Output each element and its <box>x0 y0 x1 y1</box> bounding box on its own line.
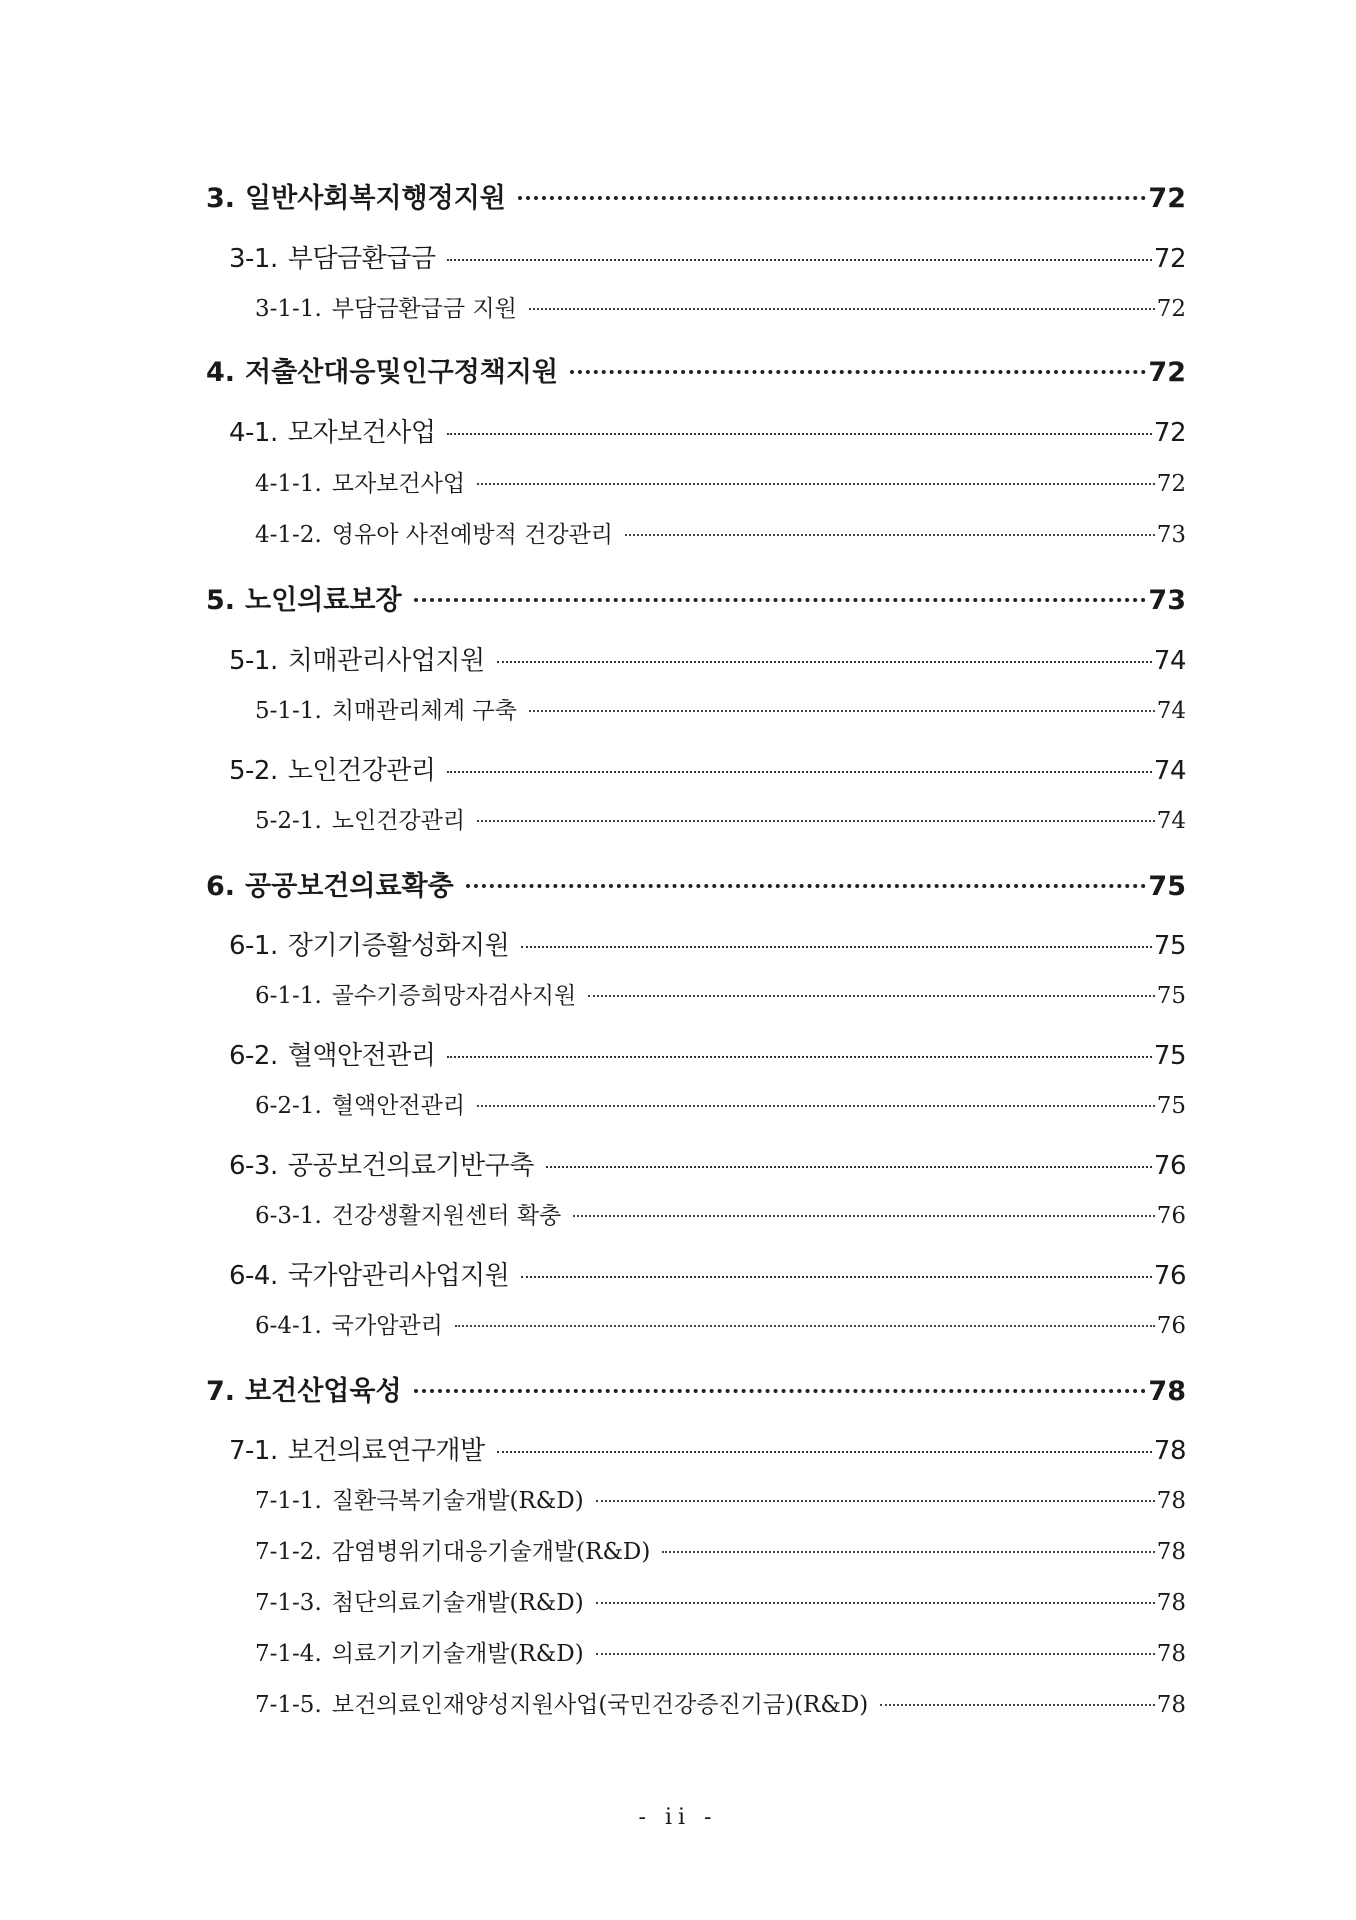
toc-entry-title: 저출산대응및인구정책지원 <box>245 357 559 388</box>
toc-entry-title: 장기기증활성화지원 <box>287 931 510 961</box>
toc-entry-number: 6. <box>206 871 236 902</box>
toc-entry-page: 72 <box>1148 357 1186 388</box>
toc-entry-number: 6-2-1. <box>255 1093 322 1119</box>
toc-entry-title: 부담금환급금 <box>287 244 436 274</box>
toc-entry-3[interactable] <box>206 176 1186 215</box>
toc-entry-number: 4-1. <box>229 418 278 448</box>
toc-entry-number: 7-1-2. <box>255 1539 322 1565</box>
toc-entry-title: 일반사회복지행정지원 <box>245 183 506 214</box>
toc-entry-number: 5-1. <box>229 646 278 676</box>
toc-entry-title: 감염병위기대응기술개발(R&D) <box>331 1539 651 1565</box>
toc-entry-number: 4-1-2. <box>255 522 322 548</box>
toc-entry-title: 골수기증희망자검사지원 <box>331 983 577 1009</box>
toc-entry-6-1-1[interactable] <box>255 977 1186 1010</box>
toc-entry-4-1-2[interactable] <box>255 516 1186 549</box>
toc-entry-page: 75 <box>1148 871 1186 902</box>
toc-entry-5-2-1[interactable] <box>255 802 1186 835</box>
toc-entry-3-1[interactable] <box>229 238 1186 275</box>
toc-entry-page: 74 <box>1153 646 1186 676</box>
toc-entry-7-1[interactable] <box>229 1430 1186 1467</box>
toc-entry-page: 75 <box>1153 931 1186 961</box>
toc-entry-page: 73 <box>1148 585 1186 616</box>
toc-entry-title: 노인의료보장 <box>245 585 402 616</box>
toc-entry-title: 건강생활지원센터 확충 <box>331 1203 562 1229</box>
toc-entry-number: 7-1-3. <box>255 1590 322 1616</box>
toc-entry-7[interactable] <box>206 1369 1186 1408</box>
toc-entry-page: 76 <box>1156 1313 1186 1339</box>
toc-entry-page: 78 <box>1156 1641 1186 1667</box>
toc-entry-number: 3-1-1. <box>255 296 322 322</box>
toc-entry-number: 5. <box>206 585 236 616</box>
toc-entry-6-4-1[interactable] <box>255 1307 1186 1340</box>
toc-entry-number: 6-1-1. <box>255 983 322 1009</box>
toc-entry-page: 75 <box>1153 1041 1186 1071</box>
toc-entry-number: 6-4-1. <box>255 1313 322 1339</box>
toc-entry-title: 영유아 사전예방적 건강관리 <box>331 522 614 548</box>
toc-entry-page: 78 <box>1156 1539 1186 1565</box>
toc-entry-6-2-1[interactable] <box>255 1087 1186 1120</box>
toc-entry-number: 3. <box>206 183 236 214</box>
toc-entry-number: 6-2. <box>229 1041 278 1071</box>
toc-entry-page: 78 <box>1148 1376 1186 1407</box>
toc-entry-number: 7-1. <box>229 1436 278 1466</box>
toc-entry-page: 72 <box>1148 183 1186 214</box>
toc-entry-5[interactable] <box>206 578 1186 617</box>
toc-entry-page: 72 <box>1156 471 1186 497</box>
toc-entry-number: 4-1-1. <box>255 471 322 497</box>
toc-entry-page: 75 <box>1156 983 1186 1009</box>
toc-entry-7-1-5[interactable] <box>255 1686 1186 1719</box>
toc-entry-4[interactable] <box>206 350 1186 389</box>
toc-entry-4-1[interactable] <box>229 412 1186 449</box>
toc-entry-title: 첨단의료기술개발(R&D) <box>331 1590 584 1616</box>
toc-entry-title: 노인건강관리 <box>287 756 436 786</box>
toc-entry-6-3-1[interactable] <box>255 1197 1186 1230</box>
toc-entry-title: 모자보건사업 <box>331 471 466 497</box>
toc-entry-page: 78 <box>1156 1692 1186 1718</box>
toc-entry-title: 공공보건의료확충 <box>245 871 454 902</box>
toc-entry-6-3[interactable] <box>229 1145 1186 1182</box>
toc-entry-5-2[interactable] <box>229 750 1186 787</box>
toc-entry-number: 6-3. <box>229 1151 278 1181</box>
toc-entry-title: 질환극복기술개발(R&D) <box>331 1488 584 1514</box>
toc-entry-page: 73 <box>1156 522 1186 548</box>
toc-entry-number: 5-1-1. <box>255 698 322 724</box>
toc-entry-6-1[interactable] <box>229 925 1186 962</box>
toc-entry-title: 국가암관리 <box>331 1313 443 1339</box>
toc-entry-5-1-1[interactable] <box>255 692 1186 725</box>
toc-entry-title: 보건의료연구개발 <box>287 1436 485 1466</box>
toc-entry-title: 노인건강관리 <box>331 808 466 834</box>
toc-entry-title: 의료기기기술개발(R&D) <box>331 1641 584 1667</box>
toc-entry-title: 혈액안전관리 <box>287 1041 436 1071</box>
toc-entry-6-2[interactable] <box>229 1035 1186 1072</box>
toc-entry-title: 모자보건사업 <box>287 418 436 448</box>
toc-entry-page: 74 <box>1156 808 1186 834</box>
toc-entry-title: 보건산업육성 <box>245 1376 402 1407</box>
toc-entry-number: 3-1. <box>229 244 278 274</box>
toc-entry-7-1-1[interactable] <box>255 1482 1186 1515</box>
toc-entry-4-1-1[interactable] <box>255 465 1186 498</box>
toc-entry-page: 74 <box>1153 756 1186 786</box>
toc-entry-6[interactable] <box>206 864 1186 903</box>
toc-entry-3-1-1[interactable] <box>255 290 1186 323</box>
toc-entry-title: 치매관리체계 구축 <box>331 698 517 724</box>
toc-entry-5-1[interactable] <box>229 640 1186 677</box>
toc-entry-number: 5-2. <box>229 756 278 786</box>
toc-entry-page: 76 <box>1156 1203 1186 1229</box>
toc-entry-page: 72 <box>1153 418 1186 448</box>
toc-entry-title: 국가암관리사업지원 <box>287 1261 510 1291</box>
toc-entry-title: 혈액안전관리 <box>331 1093 466 1119</box>
toc-entry-number: 5-2-1. <box>255 808 322 834</box>
toc-entry-page: 78 <box>1156 1590 1186 1616</box>
toc-entry-7-1-3[interactable] <box>255 1584 1186 1617</box>
toc-entry-number: 6-4. <box>229 1261 278 1291</box>
toc-entry-title: 치매관리사업지원 <box>287 646 485 676</box>
toc-entry-number: 7-1-4. <box>255 1641 322 1667</box>
toc-entry-number: 6-1. <box>229 931 278 961</box>
toc-entry-7-1-4[interactable] <box>255 1635 1186 1668</box>
toc-entry-number: 4. <box>206 357 236 388</box>
toc-entry-page: 72 <box>1156 296 1186 322</box>
toc-entry-number: 6-3-1. <box>255 1203 322 1229</box>
toc-entry-7-1-2[interactable] <box>255 1533 1186 1566</box>
toc-entry-page: 74 <box>1156 698 1186 724</box>
toc-entry-6-4[interactable] <box>229 1255 1186 1292</box>
toc-entry-page: 78 <box>1153 1436 1186 1466</box>
toc-entry-title: 부담금환급금 지원 <box>331 296 517 322</box>
toc-entry-page: 75 <box>1156 1093 1186 1119</box>
page-number-footer: - ii - <box>638 1805 718 1830</box>
toc-entry-page: 72 <box>1153 244 1186 274</box>
toc-entry-title: 공공보건의료기반구축 <box>287 1151 534 1181</box>
toc-entry-page: 76 <box>1153 1261 1186 1291</box>
toc-entry-title: 보건의료인재양성지원사업(국민건강증진기금)(R&D) <box>331 1692 869 1718</box>
toc-entry-number: 7-1-5. <box>255 1692 322 1718</box>
toc-entry-page: 76 <box>1153 1151 1186 1181</box>
toc-entry-number: 7-1-1. <box>255 1488 322 1514</box>
toc-entry-number: 7. <box>206 1376 236 1407</box>
toc-entry-page: 78 <box>1156 1488 1186 1514</box>
